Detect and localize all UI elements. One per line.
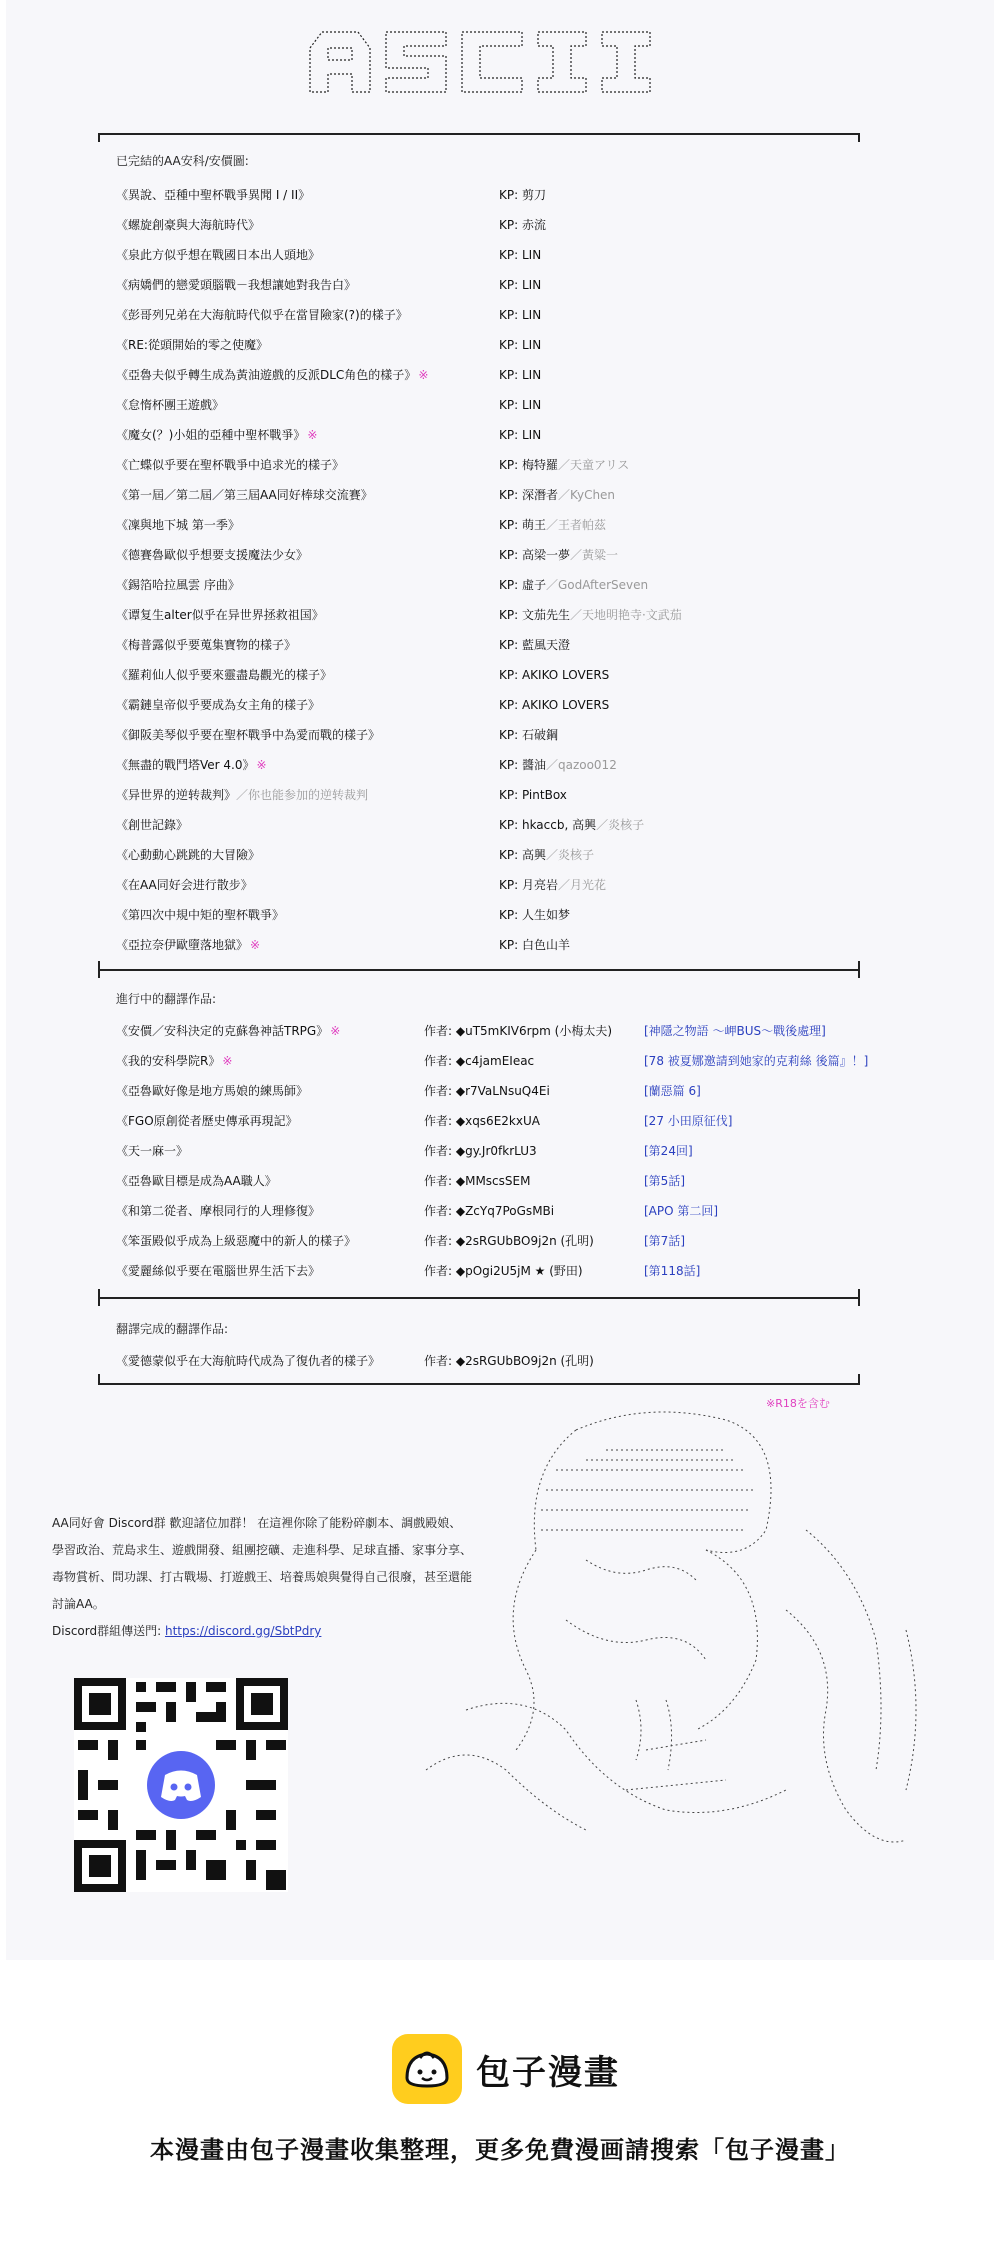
- work-title: [116, 1016, 340, 1046]
- chapter-link[interactable]: [第5話]: [644, 1174, 685, 1188]
- kp-credit: [499, 930, 570, 960]
- discord-qr-code[interactable]: [74, 1678, 288, 1892]
- work-title: [116, 810, 188, 840]
- kp-credit: [499, 240, 541, 270]
- kp-credit: [499, 210, 546, 240]
- work-title: [116, 330, 268, 360]
- kp-alt-name: ／炎核子: [545, 848, 594, 862]
- kp-alt-name: ／KyChen: [557, 488, 616, 502]
- work-title-text: 《亞魯歐目標是成為AA職人》: [116, 1174, 277, 1188]
- list-item: [116, 570, 876, 600]
- kp-alt-name: ／炎核子: [596, 818, 645, 832]
- list-item: [116, 480, 876, 510]
- work-title-text: 《無盡的戰鬥塔Ver 4.0》: [116, 758, 255, 772]
- list-item: [116, 1076, 876, 1106]
- list-item: [116, 1196, 876, 1226]
- work-title-text: 《谭复生alter似乎在异世界拯救祖国》: [116, 608, 324, 622]
- chapter-link[interactable]: [蘭惡篇 6]: [644, 1084, 701, 1098]
- list-item: [116, 1106, 876, 1136]
- list-item: [116, 660, 876, 690]
- work-title: [116, 720, 380, 750]
- list-item: [116, 420, 876, 450]
- r18-mark: ※: [330, 1024, 341, 1038]
- kp-alt-name: ／王者帕茲: [545, 518, 606, 532]
- work-title: [116, 180, 310, 210]
- kp-credit: [499, 420, 541, 450]
- work-title: [116, 660, 332, 690]
- brand-name: 包子漫畫: [476, 2053, 620, 2093]
- kp-alt-name: ／天童アリス: [557, 458, 630, 472]
- list-item: [116, 360, 876, 390]
- work-title: [116, 900, 284, 930]
- work-title: [116, 240, 320, 270]
- kp-name: KP: PintBox: [499, 788, 567, 802]
- divider: [98, 1288, 860, 1308]
- kp-credit: [499, 270, 541, 300]
- author-credit: 作者: ◆gy.Jr0fkrLU3: [424, 1144, 537, 1158]
- list-item: [116, 1166, 876, 1196]
- work-title: [116, 1106, 298, 1136]
- work-title: [116, 600, 324, 630]
- list-item: [116, 1016, 876, 1046]
- kp-alt-name: ／天地明艳寺·文武茄: [569, 608, 682, 622]
- list-item: [116, 330, 876, 360]
- work-title-text: 《心動動心跳跳的大冒險》: [116, 848, 261, 862]
- list-item: [116, 510, 876, 540]
- kp-name: KP: AKIKO LOVERS: [499, 668, 610, 682]
- kp-credit: [499, 750, 617, 780]
- kp-name: KP: 藍風天澄: [499, 638, 570, 652]
- kp-alt-name: ／月光花: [557, 878, 606, 892]
- divider: [98, 1374, 860, 1394]
- kp-name: KP: 石破鋼: [499, 728, 558, 742]
- r18-mark: ※: [256, 758, 267, 772]
- work-title: [116, 390, 224, 420]
- chapter-link[interactable]: [第24回]: [644, 1144, 693, 1158]
- work-title: [116, 1226, 356, 1256]
- list-item: [116, 210, 876, 240]
- list-item: [116, 870, 876, 900]
- kp-credit: [499, 450, 629, 480]
- r18-mark: ※: [222, 1054, 233, 1068]
- list-item: [116, 630, 876, 660]
- kp-name: KP: 高興: [499, 848, 546, 862]
- work-title-text: 《羅莉仙人似乎要來靈盡島觀光的樣子》: [116, 668, 333, 682]
- kp-name: KP: LIN: [499, 248, 542, 262]
- work-title: [116, 360, 428, 390]
- work-title-text: 《亞魯歐好像是地方馬娘的練馬師》: [116, 1084, 309, 1098]
- list-item: [116, 270, 876, 300]
- chapter-link[interactable]: [APO 第二回]: [644, 1204, 719, 1218]
- work-title-text: 《安價／安科決定的克蘇魯神話TRPG》: [116, 1024, 329, 1038]
- kp-credit: [499, 180, 546, 210]
- work-title-text: 《彭哥列兄弟在大海航時代似乎在當冒險家(?)的樣子》: [116, 308, 408, 322]
- work-title-text: 《病嬌們的戀愛頭腦戰－我想讓她對我告白》: [116, 278, 357, 292]
- list-item: [116, 810, 876, 840]
- list-item: [116, 240, 876, 270]
- work-title: [116, 750, 267, 780]
- kp-name: KP: LIN: [499, 398, 542, 412]
- author-credit: 作者: ◆xqs6E2kxUA: [424, 1114, 540, 1128]
- author-credit: 作者: ◆2sRGUbBO9j2n (孔明): [424, 1354, 594, 1368]
- kp-name: KP: 赤流: [499, 218, 546, 232]
- kp-alt-name: ／qazoo012: [545, 758, 617, 772]
- kp-alt-name: ／GodAfterSeven: [545, 578, 649, 592]
- footer-notice: 本漫畫由包子漫畫收集整理，更多免費漫画請搜索「包子漫畫」: [150, 2136, 850, 2164]
- kp-name: KP: 白色山羊: [499, 938, 570, 952]
- work-title-text: 《异世界的逆转裁判》: [116, 788, 237, 802]
- kp-credit: [499, 720, 558, 750]
- work-title: [116, 1136, 188, 1166]
- author-credit: 作者: ◆r7VaLNsuQ4Ei: [424, 1084, 550, 1098]
- work-title: [116, 930, 260, 960]
- completed-section-label: 已完結的AA安科/安價圖:: [116, 154, 249, 168]
- kp-credit: [499, 570, 648, 600]
- work-title: [116, 1256, 320, 1286]
- work-title-text: 《在AA同好会进行散步》: [116, 878, 253, 892]
- work-title: [116, 1196, 320, 1226]
- content-panel: [6, 0, 994, 1960]
- work-title: [116, 540, 308, 570]
- kp-name: KP: 文茄先生: [499, 608, 570, 622]
- work-title-text: 《FGO原創從者歷史傳承再現記》: [116, 1114, 298, 1128]
- r18-note: ※R18を含む: [766, 1397, 830, 1410]
- work-title-text: 《我的安科學院R》: [116, 1054, 221, 1068]
- work-title-text: 《天一麻一》: [116, 1144, 189, 1158]
- chapter-link[interactable]: [27 小田原征伐]: [644, 1114, 733, 1128]
- kp-name: KP: LIN: [499, 338, 542, 352]
- work-title-text: 《和第二從者、摩根同行的人理修復》: [116, 1204, 321, 1218]
- chapter-link[interactable]: [第7話]: [644, 1234, 685, 1248]
- work-title: [116, 1046, 232, 1076]
- kp-alt-name: ／黃粱一: [569, 548, 618, 562]
- ascii-art-illustration: [406, 1410, 966, 1880]
- kp-name: KP: AKIKO LOVERS: [499, 698, 610, 712]
- list-item: [116, 1226, 876, 1256]
- kp-credit: [499, 900, 570, 930]
- kp-name: KP: 人生如梦: [499, 908, 570, 922]
- kp-credit: [499, 660, 609, 690]
- chapter-link[interactable]: [第118話]: [644, 1264, 701, 1278]
- divider: [98, 960, 860, 980]
- author-credit: 作者: ◆c4jamEIeac: [424, 1054, 535, 1068]
- kp-credit: [499, 600, 682, 630]
- list-item: [116, 1136, 876, 1166]
- kp-credit: [499, 810, 644, 840]
- r18-mark: ※: [307, 428, 318, 442]
- list-item: [116, 750, 876, 780]
- r18-mark: ※: [250, 938, 261, 952]
- work-title: [116, 510, 240, 540]
- kp-name: KP: hkaccb, 高興: [499, 818, 597, 832]
- work-title: [116, 1166, 277, 1196]
- work-title: [116, 840, 260, 870]
- kp-credit: [499, 330, 541, 360]
- work-title-text: 《第四次中規中矩的聖杯戰爭》: [116, 908, 285, 922]
- kp-name: KP: 月亮岩: [499, 878, 558, 892]
- list-item: [116, 600, 876, 630]
- work-title-text: 《魔女(？)小姐的亞種中聖杯戰爭》: [116, 428, 306, 442]
- author-credit: 作者: ◆uT5mKIV6rpm (小梅太夫): [424, 1024, 613, 1038]
- work-title-text: 《泉此方似乎想在戰國日本出人頭地》: [116, 248, 321, 262]
- work-title-text: 《德賽魯歐似乎想要支援魔法少女》: [116, 548, 309, 562]
- chapter-link[interactable]: [78 被夏娜邀請到她家的克莉絲 後篇』！]: [644, 1054, 869, 1068]
- kp-credit: [499, 780, 567, 810]
- author-credit: 作者: ◆pOgi2U5jM ★ (野田): [424, 1264, 583, 1278]
- kp-name: KP: 萌王: [499, 518, 546, 532]
- kp-credit: [499, 390, 541, 420]
- kp-credit: [499, 510, 606, 540]
- list-item: [116, 450, 876, 480]
- discord-intro: AA同好會 Discord群 歡迎諸位加群！ 在這裡你除了能粉碎劇本、調戲殿娘、學習政治、荒島求生、遊戲開發、組團挖礦、走進科學、足球直播、家事分享、毒物賞析、問功課、打古戰場、打遊戲王、培養馬娘與覺得自己很廢，甚至還能討論AA。: [52, 1516, 473, 1611]
- work-title-text: 《異說、亞種中聖杯戰爭異聞 I / II》: [116, 188, 311, 202]
- author-credit: 作者: ◆ZcYq7PoGsMBi: [424, 1204, 555, 1218]
- kp-credit: [499, 630, 570, 660]
- work-title-text: 《霸鏈皇帝似乎要成為女主角的樣子》: [116, 698, 321, 712]
- work-title-text: 《笨蛋殿似乎成為上級惡魔中的新人的樣子》: [116, 1234, 357, 1248]
- kp-name: KP: LIN: [499, 428, 542, 442]
- discord-link-label: Discord群組傳送門:: [52, 1624, 162, 1638]
- kp-name: KP: 梅特羅: [499, 458, 558, 472]
- kp-name: KP: LIN: [499, 278, 542, 292]
- author-credit: 作者: ◆2sRGUbBO9j2n (孔明): [424, 1234, 594, 1248]
- list-item: [116, 1346, 876, 1376]
- work-title-text: 《愛麗絲似乎要在電腦世界生活下去》: [116, 1264, 321, 1278]
- r18-mark: ※: [418, 368, 429, 382]
- ascii-title-text: ASCII: [500, 98, 503, 99]
- list-item: [116, 840, 876, 870]
- kp-credit: [499, 540, 618, 570]
- list-item: [116, 180, 876, 210]
- list-item: [116, 540, 876, 570]
- list-item: [116, 780, 876, 810]
- kp-credit: [499, 690, 609, 720]
- work-title-text: 《怠惰杯團王遊戲》: [116, 398, 225, 412]
- kp-name: KP: LIN: [499, 308, 542, 322]
- discord-invite-link[interactable]: https://discord.gg/SbtPdry: [164, 1624, 322, 1638]
- kp-credit: [499, 360, 541, 390]
- work-title-text: 《梅普露似乎要蒐集寶物的樣子》: [116, 638, 297, 652]
- work-title: [116, 1076, 308, 1106]
- list-item: [116, 1256, 876, 1286]
- list-item: [116, 930, 876, 960]
- kp-name: KP: 剪刀: [499, 188, 546, 202]
- work-title: [116, 780, 368, 810]
- work-title-text: 《凜與地下城 第一季》: [116, 518, 240, 532]
- translated-section-label: 翻譯完成的翻譯作品:: [116, 1322, 229, 1336]
- work-title: [116, 420, 317, 450]
- list-item: [116, 390, 876, 420]
- work-title-text: 《亡蝶似乎要在聖杯戰爭中追求光的樣子》: [116, 458, 345, 472]
- work-title-text: 《螺旋創豪與大海航時代》: [116, 218, 261, 232]
- list-item: [116, 720, 876, 750]
- work-title: [116, 300, 408, 330]
- kp-name: KP: 深潛者: [499, 488, 558, 502]
- kp-name: KP: 醬油: [499, 758, 546, 772]
- kp-credit: [499, 840, 594, 870]
- author-credit: 作者: ◆MMscsSEM: [424, 1174, 531, 1188]
- kp-credit: [499, 300, 541, 330]
- list-item: [116, 300, 876, 330]
- work-title-text: 《RE:從頭開始的零之使魔》: [116, 338, 268, 352]
- kp-name: KP: 虛子: [499, 578, 546, 592]
- work-title: [116, 210, 260, 240]
- chapter-link[interactable]: [神隱之物語 〜岬BUS〜戰後處理]: [644, 1024, 826, 1038]
- kp-name: KP: 高梁一夢: [499, 548, 570, 562]
- work-title: [116, 690, 320, 720]
- divider: [98, 124, 860, 144]
- kp-name: KP: LIN: [499, 368, 542, 382]
- work-title: 《愛德蒙似乎在大海航時代成為了復仇者的樣子》: [116, 1354, 381, 1368]
- work-title-text: 《錫箔哈拉風雲 序曲》: [116, 578, 240, 592]
- list-item: [116, 1046, 876, 1076]
- work-title-alt: ／你也能参加的逆转裁判: [236, 788, 369, 802]
- ascii-title-logo: [6, 20, 994, 100]
- work-title: [116, 870, 253, 900]
- brand-logo: [392, 2034, 462, 2104]
- work-title-text: 《亞魯夫似乎轉生成為黃油遊戲的反派DLC角色的樣子》: [116, 368, 417, 382]
- list-item: [116, 900, 876, 930]
- work-title: [116, 630, 296, 660]
- kp-credit: [499, 480, 615, 510]
- work-title-text: 《御阪美琴似乎要在聖杯戰爭中為愛而戰的樣子》: [116, 728, 381, 742]
- work-title-text: 《創世記錄》: [116, 818, 189, 832]
- work-title-text: 《第一屆／第二屆／第三屆AA同好棒球交流賽》: [116, 488, 373, 502]
- work-title-text: 《亞拉奈伊歐墮落地獄》: [116, 938, 249, 952]
- work-title: [116, 570, 240, 600]
- in-progress-section-label: 進行中的翻譯作品:: [116, 992, 217, 1006]
- work-title: [116, 480, 373, 510]
- list-item: [116, 690, 876, 720]
- kp-credit: [499, 870, 606, 900]
- work-title: [116, 450, 344, 480]
- work-title: [116, 270, 356, 300]
